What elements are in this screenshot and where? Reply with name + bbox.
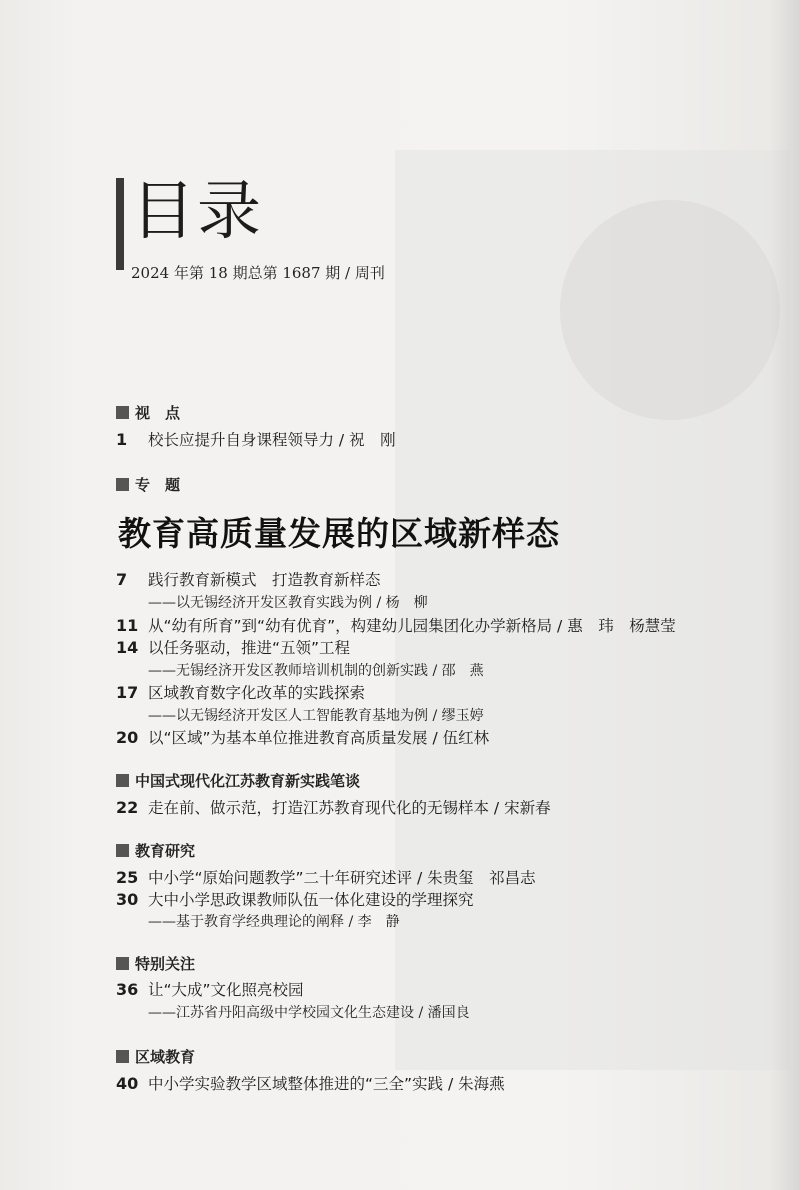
section-heading: 教育研究 xyxy=(135,842,196,860)
entry-text: 中小学“原始问题教学”二十年研究述评 / 朱贵玺 祁昌志 xyxy=(148,869,536,887)
toc-entry[interactable] xyxy=(116,978,304,1000)
toc-entry[interactable] xyxy=(116,568,381,590)
entry-text: 践行教育新模式 打造教育新样态 xyxy=(148,571,381,589)
section-heading: 中国式现代化江苏教育新实践笔谈 xyxy=(135,772,361,790)
page-number: 17 xyxy=(116,683,139,702)
entry-subtitle: ——基于教育学经典理论的阐释 / 李 静 xyxy=(148,914,400,930)
section-heading: 视 点 xyxy=(135,404,181,422)
issue-line: 2024 年第 18 期总第 1687 期 / 周刊 xyxy=(131,264,385,282)
title-accent-bar xyxy=(116,178,124,270)
section-square-icon xyxy=(116,844,129,857)
section-heading: 区域教育 xyxy=(135,1048,196,1066)
page-number: 36 xyxy=(116,980,139,999)
section-regional xyxy=(116,1046,195,1067)
section-square-icon xyxy=(116,406,129,419)
section-square-icon xyxy=(116,774,129,787)
section-heading: 专 题 xyxy=(135,476,181,494)
show-through-circle xyxy=(560,200,780,420)
entry-subtitle: ——无锡经济开发区教师培训机制的创新实践 / 邵 燕 xyxy=(148,663,484,679)
page-title: 目录 xyxy=(131,175,263,249)
toc-entry[interactable] xyxy=(116,866,536,888)
section-special xyxy=(116,474,180,495)
entry-text: 以“区域”为基本单位推进教育高质量发展 / 伍红林 xyxy=(148,729,490,747)
section-square-icon xyxy=(116,1050,129,1063)
page-number: 30 xyxy=(116,890,139,909)
toc-entry[interactable] xyxy=(116,636,350,658)
page-number: 25 xyxy=(116,868,139,887)
entry-text: 中小学实验教学区域整体推进的“三全”实践 / 朱海燕 xyxy=(148,1075,505,1093)
section-square-icon xyxy=(116,478,129,491)
page-fold-shadow xyxy=(770,0,800,1190)
entry-text: 校长应提升自身课程领导力 / 祝 刚 xyxy=(148,431,396,449)
page-number: 14 xyxy=(116,638,139,657)
toc-entry[interactable] xyxy=(116,1072,505,1094)
entry-text: 让“大成”文化照亮校园 xyxy=(148,981,304,999)
toc-entry[interactable] xyxy=(116,888,474,910)
feature-title: 教育高质量发展的区域新样态 xyxy=(118,514,560,553)
toc-entry[interactable] xyxy=(116,428,396,450)
entry-subtitle: ——以无锡经济开发区教育实践为例 / 杨 柳 xyxy=(148,595,428,611)
entry-text: 大中小学思政课教师队伍一体化建设的学理探究 xyxy=(148,891,474,909)
toc-entry[interactable] xyxy=(116,726,489,748)
page-number: 11 xyxy=(116,616,139,635)
entry-subtitle: ——江苏省丹阳高级中学校园文化生态建设 / 潘国良 xyxy=(148,1005,470,1021)
section-heading: 特别关注 xyxy=(135,955,196,973)
entry-text: 以任务驱动，推进“五领”工程 xyxy=(148,639,351,657)
page-number: 20 xyxy=(116,728,139,747)
page-number: 40 xyxy=(116,1074,139,1093)
entry-text: 走在前、做示范，打造江苏教育现代化的无锡样本 / 宋新春 xyxy=(148,799,551,817)
section-square-icon xyxy=(116,957,129,970)
section-research xyxy=(116,840,195,861)
toc-entry[interactable] xyxy=(116,681,365,703)
toc-entry[interactable] xyxy=(116,614,676,636)
section-modernization xyxy=(116,770,360,791)
section-viewpoint xyxy=(116,402,180,423)
entry-text: 从“幼有所育”到“幼有优育”，构建幼儿园集团化办学新格局 / 惠 玮 杨慧莹 xyxy=(148,617,676,635)
page-number: 22 xyxy=(116,798,139,817)
page-number: 7 xyxy=(116,570,128,589)
entry-text: 区域教育数字化改革的实践探索 xyxy=(148,684,366,702)
toc-entry[interactable] xyxy=(116,796,551,818)
entry-subtitle: ——以无锡经济开发区人工智能教育基地为例 / 缪玉婷 xyxy=(148,708,484,724)
section-focus xyxy=(116,953,195,974)
page-number: 1 xyxy=(116,430,128,449)
